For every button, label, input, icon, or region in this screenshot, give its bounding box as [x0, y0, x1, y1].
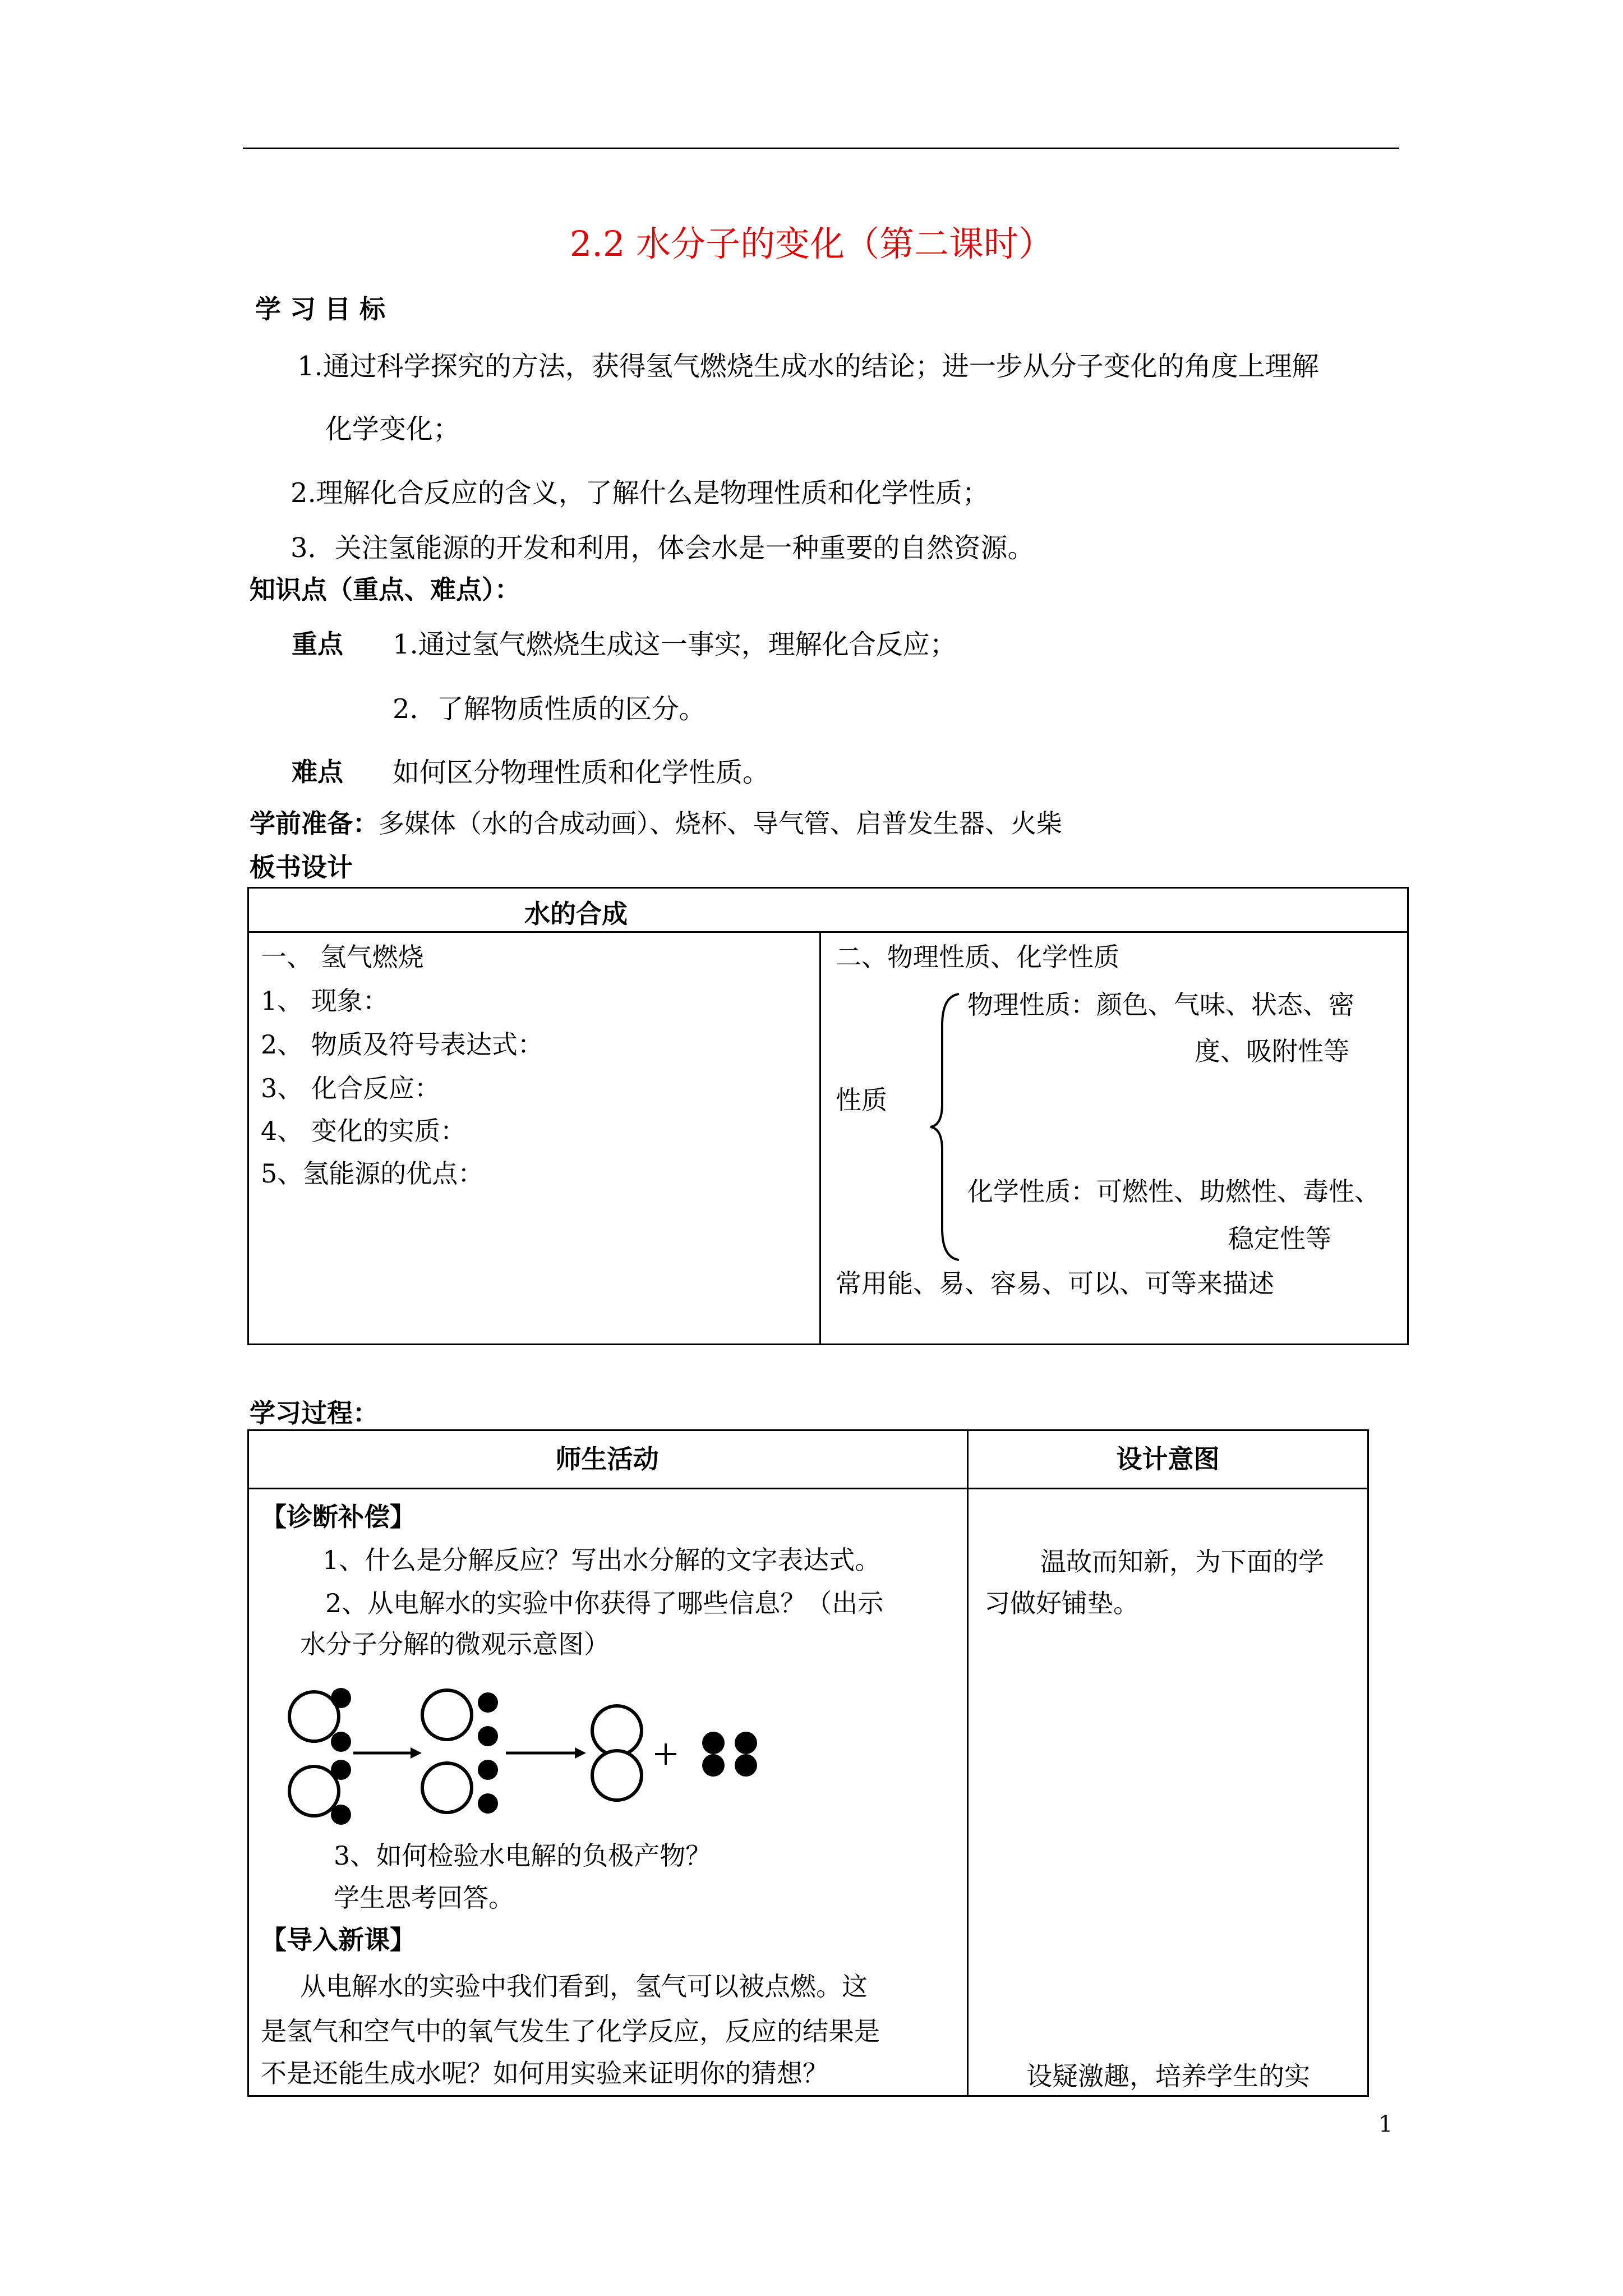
- key-points-heading: 知识点（重点、难点）：: [250, 574, 520, 605]
- difficulty-text: 如何区分物理性质和化学性质。: [393, 757, 770, 788]
- preparation-label: 学前准备：: [250, 808, 379, 839]
- process-col-activities: 师生活动: [555, 1444, 659, 1474]
- focus-label: 重点: [292, 629, 343, 659]
- board-left-line-4: 3、 化合反应：: [261, 1073, 440, 1103]
- section-introduction: 【导入新课】: [261, 1925, 416, 1955]
- header-rule: [243, 148, 1399, 149]
- board-left-line-5: 4、 变化的实质：: [261, 1116, 466, 1146]
- chemical-property-line2: 稳定性等: [1228, 1223, 1331, 1254]
- objective-2: 2.理解化合反应的含义，了解什么是物理性质和化学性质；: [291, 477, 989, 509]
- preparation-text: 多媒体（水的合成动画）、烧杯、导气管、启普发生器、火柴: [379, 808, 1062, 839]
- board-left-line-1: 一、 氢气燃烧: [261, 942, 424, 972]
- process-col-intent: 设计意图: [1116, 1444, 1220, 1474]
- objective-3: 3．关注氢能源的开发和利用，体会水是一种重要的自然资源。: [291, 532, 1035, 564]
- intro-line-1: 从电解水的实验中我们看到，氢气可以被点燃。这: [300, 1971, 868, 2001]
- page-title: 2.2 水分子的变化（第二课时）: [569, 223, 1054, 264]
- board-left-line-6: 5、氢能源的优点：: [261, 1158, 484, 1189]
- question-2-line1: 2、从电解水的实验中你获得了哪些信息？（出示: [325, 1588, 884, 1618]
- process-heading: 学习过程：: [250, 1398, 379, 1428]
- focus-1: 1.通过氢气燃烧生成这一事实，理解化合反应；: [393, 629, 957, 660]
- preparation-line: [250, 803, 1062, 840]
- board-left-line-2: 1、 现象：: [261, 986, 389, 1016]
- objectives-heading: 学 习 目 标: [255, 294, 386, 324]
- question-3: 3、如何检验水电解的负极产物？: [334, 1841, 712, 1871]
- board-table-title: 水的合成: [524, 899, 628, 929]
- chemical-property-line1: 化学性质：可燃性、助燃性、毒性、: [967, 1176, 1380, 1207]
- intent-2: 设疑激趣，培养学生的实: [1026, 2061, 1310, 2091]
- difficulty-label: 难点: [292, 757, 343, 787]
- brace-icon: [928, 992, 962, 1262]
- board-heading: 板书设计: [250, 852, 353, 882]
- intro-line-2: 是氢气和空气中的氧气发生了化学反应，反应的结果是: [261, 2016, 880, 2046]
- board-left-line-3: 2、 物质及符号表达式：: [261, 1029, 543, 1060]
- board-table-divider: [247, 931, 1409, 933]
- objective-1-line2: 化学变化；: [325, 413, 460, 445]
- focus-2: 2．了解物质性质的区分。: [393, 693, 706, 725]
- board-table-col-divider: [819, 931, 821, 1345]
- intro-line-3: 不是还能生成水呢？如何用实验来证明你的猜想？: [261, 2058, 828, 2088]
- process-table-col-divider: [967, 1429, 969, 2097]
- question-2-line2: 水分子分解的微观示意图）: [300, 1629, 610, 1659]
- board-right-title: 二、物理性质、化学性质: [836, 942, 1119, 972]
- description-note: 常用能、易、容易、可以、可等来描述: [836, 1268, 1274, 1299]
- intent-1-line1: 温故而知新，为下面的学: [1040, 1547, 1324, 1577]
- property-label: 性质: [836, 1085, 887, 1115]
- physical-property-line2: 度、吸附性等: [1195, 1036, 1349, 1066]
- section-diagnosis: 【诊断补偿】: [261, 1502, 416, 1532]
- question-1: 1、什么是分解反应？写出水分解的文字表达式。: [322, 1545, 881, 1575]
- physical-property-line1: 物理性质：颜色、气味、状态、密: [967, 990, 1354, 1020]
- objective-1-line1: 1.通过科学探究的方法，获得氢气燃烧生成水的结论；进一步从分子变化的角度上理解: [297, 351, 1319, 382]
- intent-1-line2: 习做好铺垫。: [984, 1588, 1139, 1618]
- page-number: 1: [1378, 2111, 1393, 2137]
- student-answer: 学生思考回答。: [334, 1883, 514, 1913]
- water-decomposition-diagram: [280, 1680, 785, 1832]
- process-table-header-divider: [247, 1488, 1369, 1489]
